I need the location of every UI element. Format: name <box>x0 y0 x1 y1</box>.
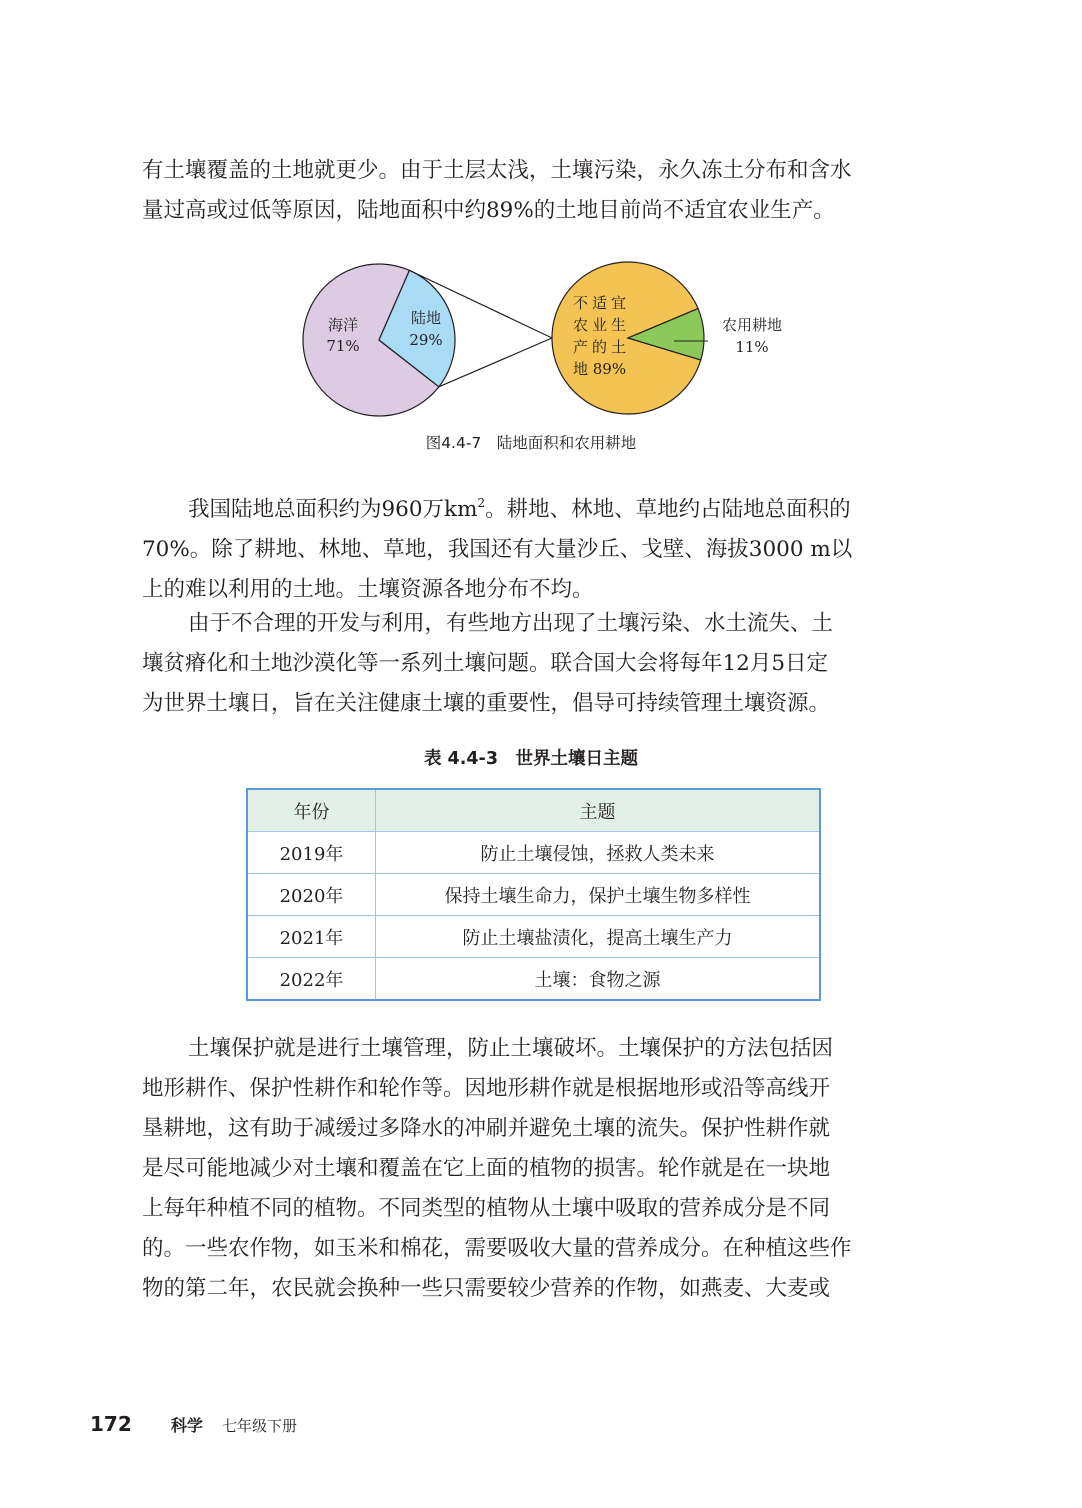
superscript: 2 <box>477 496 486 510</box>
table-row <box>247 874 820 916</box>
data-label-unsuitable: 不适宜 <box>573 294 631 312</box>
text-line <box>142 483 926 530</box>
table-row <box>247 832 820 874</box>
data-label-land-value: 29% <box>409 331 443 349</box>
table-cell-theme: 保持土壤生命力，保护土壤生物多样性 <box>376 874 821 916</box>
table-header-row <box>247 789 820 832</box>
data-label-land: 陆地 <box>410 309 442 327</box>
text-line: 由于不合理的开发与利用，有些地方出现了土壤污染、水土流失、土 <box>188 611 834 636</box>
text-line: 物的第二年，农民就会换种一些只需要较少营养的作物，如燕麦、大麦或 <box>142 1276 831 1301</box>
table-cell-year: 2021年 <box>247 916 376 958</box>
text-line: 地形耕作、保护性耕作和轮作等。因地形耕作就是根据地形或沿等高线开 <box>142 1076 831 1101</box>
data-label-unsuitable: 产的土 <box>573 338 631 356</box>
table-cell-year: 2022年 <box>247 958 376 1001</box>
table-cell-theme: 防止土壤侵蚀，拯救人类未来 <box>376 832 821 874</box>
text-line: 70%。除了耕地、林地、草地，我国还有大量沙丘、戈壁、海拔3000 m以 <box>142 537 853 562</box>
text-run: 。耕地、林地、草地约占陆地总面积的 <box>485 497 851 522</box>
column-header-year: 年份 <box>247 789 376 832</box>
text-line: 是尽可能地减少对土壤和覆盖在它上面的植物的损害。轮作就是在一块地 <box>142 1156 831 1181</box>
paragraph-2 <box>142 483 926 610</box>
text-run: 我国陆地总面积约为960万km <box>188 497 478 522</box>
table-cell-theme: 防止土壤盐渍化，提高土壤生产力 <box>376 916 821 958</box>
column-header-theme: 主题 <box>376 789 821 832</box>
paragraph-1 <box>142 151 926 231</box>
data-label-unsuitable: 农业生 <box>573 316 631 334</box>
data-label-farmland: 农用耕地 <box>721 316 783 334</box>
text-line: 上的难以利用的土地。土壤资源各地分布不均。 <box>142 577 594 602</box>
table-cell-year: 2020年 <box>247 874 376 916</box>
figure-caption: 图4.4-7 陆地面积和农用耕地 <box>425 434 637 452</box>
data-label-farmland-value: 11% <box>735 338 769 356</box>
text-line: 土壤保护就是进行土壤管理，防止土壤破坏。土壤保护的方法包括因 <box>188 1036 834 1061</box>
table-row <box>247 916 820 958</box>
table-row <box>247 958 820 1001</box>
data-label-ocean: 海洋 <box>327 316 359 334</box>
table-caption: 表 4.4-3 世界土壤日主题 <box>423 749 639 769</box>
paragraph-4 <box>142 1029 926 1309</box>
book-grade: 七年级下册 <box>221 1417 297 1435</box>
text-line: 上每年种植不同的植物。不同类型的植物从土壤中吸取的营养成分是不同 <box>142 1196 831 1221</box>
world-soil-day-table <box>246 788 821 1001</box>
text-line: 壤贫瘠化和土地沙漠化等一系列土壤问题。联合国大会将每年12月5日定 <box>142 651 829 676</box>
connector-line-bottom <box>439 338 552 387</box>
paragraph-3 <box>142 604 926 724</box>
text-line: 的。一些农作物，如玉米和棉花，需要吸收大量的营养成分。在种植这些作 <box>142 1236 852 1261</box>
pie-figure <box>296 258 816 422</box>
text-line: 量过高或过低等原因，陆地面积中约89%的土地目前尚不适宜农业生产。 <box>142 198 835 223</box>
table-cell-theme: 土壤：食物之源 <box>376 958 821 1001</box>
data-label-ocean-value: 71% <box>326 337 360 355</box>
text-line: 为世界土壤日，旨在关注健康土壤的重要性，倡导可持续管理土壤资源。 <box>142 691 831 716</box>
data-label-unsuitable-value: 地 89% <box>573 360 627 378</box>
book-subject: 科学 <box>170 1416 203 1435</box>
text-line: 有土壤覆盖的土地就更少。由于土层太浅，土壤污染，永久冻土分布和含水 <box>142 158 852 183</box>
text-line: 垦耕地，这有助于减缓过多降水的冲刷并避免土壤的流失。保护性耕作就 <box>142 1116 831 1141</box>
table-cell-year: 2019年 <box>247 832 376 874</box>
page-footer <box>90 1412 297 1436</box>
page-number: 172 <box>90 1412 132 1436</box>
